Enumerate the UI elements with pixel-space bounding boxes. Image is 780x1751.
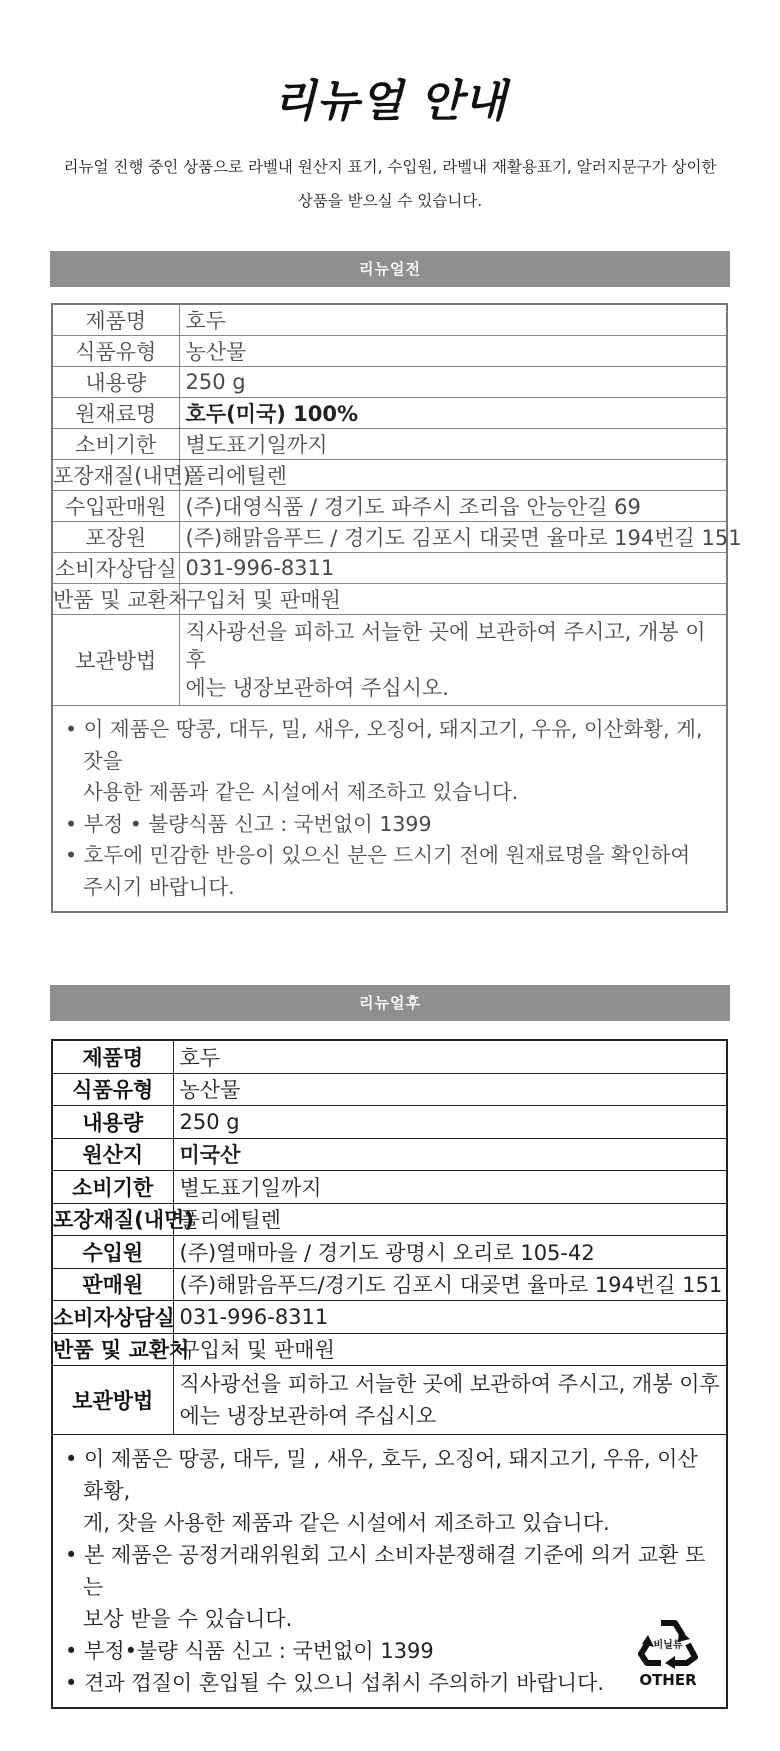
row-value: 미국산 [173, 1138, 727, 1171]
notes-row [52, 706, 727, 913]
table-row [52, 304, 727, 336]
note-item [65, 840, 714, 903]
table-row [52, 1073, 727, 1106]
value-line: 직사광선을 피하고 서늘한 곳에 보관하여 주시고, 개봉 이후 [179, 1372, 720, 1396]
notes-row [52, 1435, 727, 1709]
row-label: 식품유형 [52, 1073, 173, 1106]
table-row [52, 398, 727, 429]
row-value [173, 1366, 727, 1435]
note-item [65, 1539, 714, 1635]
row-label: 제품명 [52, 1040, 173, 1073]
row-label: 소비기한 [52, 1171, 173, 1204]
intro-line: 상품을 받으실 수 있습니다. [297, 192, 483, 210]
note-text: 사용한 제품과 같은 시설에서 제조하고 있습니다. [83, 780, 519, 804]
table-row [52, 1366, 727, 1435]
table-row [52, 1301, 727, 1334]
notes-cell [52, 706, 727, 913]
note-text: 게, 잣을 사용한 제품과 같은 시설에서 제조하고 있습니다. [83, 1511, 610, 1535]
row-value: 호두 [179, 304, 727, 336]
note-text: • 이 제품은 땅콩, 대두, 밀, 새우, 오징어, 돼지고기, 우유, 이산화황, 게, 잣을 [65, 717, 703, 773]
label-table-before [51, 303, 742, 913]
note-text: 주시기 바랍니다. [83, 874, 235, 899]
row-value: 호두(미국) 100% [179, 398, 727, 429]
row-label: 소비자상담실 [52, 553, 179, 584]
table-row [52, 1203, 727, 1236]
row-label: 내용량 [52, 367, 179, 398]
row-value: 호두 [173, 1040, 727, 1073]
row-label: 소비자상담실 [52, 1301, 173, 1334]
table-row [52, 553, 727, 584]
row-value: 구입처 및 판매원 [173, 1333, 727, 1366]
table-row [52, 1236, 727, 1269]
section-band-before: 리뉴얼전 [50, 251, 730, 287]
row-label: 소비기한 [52, 429, 179, 460]
table-row [52, 522, 727, 553]
table-row [52, 429, 727, 460]
row-value: 폴리에틸렌 [173, 1203, 727, 1236]
row-label: 포장원 [52, 522, 179, 553]
row-label: 수입원 [52, 1236, 173, 1269]
row-label: 포장재질(내면) [52, 1203, 173, 1236]
row-label: 식품유형 [52, 336, 179, 367]
row-label: 반품 및 교환처 [52, 584, 179, 615]
note-item [65, 1667, 714, 1699]
recycle-inner-label: 비닐류 [653, 1640, 683, 1651]
intro-line: 리뉴얼 진행 중인 상품으로 라벨내 원산지 표기, 수입원, 라벨내 재활용표기, 알러지문구가 상이한 [63, 158, 717, 176]
table-row [52, 1040, 727, 1073]
label-table-after [51, 1039, 728, 1709]
page-title: 리뉴얼 안내 [273, 76, 507, 127]
value-line: 직사광선을 피하고 서늘한 곳에 보관하여 주시고, 개봉 이후 [185, 620, 706, 672]
row-value: 031-996-8311 [173, 1301, 727, 1334]
table-row [52, 491, 727, 522]
row-value: 250 g [173, 1106, 727, 1139]
row-value: 폴리에틸렌 [179, 460, 727, 491]
table-row [52, 615, 727, 706]
row-label: 판매원 [52, 1268, 173, 1301]
value-line: 에는 냉장보관하여 주십시오 [179, 1404, 437, 1428]
row-value: 농산물 [173, 1073, 727, 1106]
note-text: 보상 받을 수 있습니다. [83, 1607, 293, 1631]
intro-text [30, 150, 750, 218]
note-text: • 본 제품은 공정거래위원회 고시 소비자분쟁해결 기준에 의거 교환 또는 [65, 1543, 706, 1599]
row-label: 보관방법 [52, 1366, 173, 1435]
row-label: 내용량 [52, 1106, 173, 1139]
table-row [52, 1333, 727, 1366]
row-value: (주)해맑음푸드/경기도 김포시 대곶면 율마로 194번길 151 [173, 1268, 727, 1301]
row-label: 원재료명 [52, 398, 179, 429]
row-value: 구입처 및 판매원 [179, 584, 727, 615]
note-item [65, 809, 714, 841]
row-value: 별도표기일까지 [173, 1171, 727, 1204]
row-value: 031-996-8311 [179, 553, 727, 584]
note-text: • 견과 껍질이 혼입될 수 있으니 섭취시 주의하기 바랍니다. [65, 1671, 605, 1695]
row-value: (주)열매마을 / 경기도 광명시 오리로 105-42 [173, 1236, 727, 1269]
value-line: 에는 냉장보관하여 주십시오. [185, 676, 449, 700]
row-value [179, 615, 727, 706]
row-label: 원산지 [52, 1138, 173, 1171]
row-label: 포장재질(내면) [52, 460, 179, 491]
note-text: • 이 제품은 땅콩, 대두, 밀 , 새우, 호두, 오징어, 돼지고기, 우유, 이산화황, [65, 1447, 698, 1503]
recycle-mark [628, 1617, 708, 1689]
row-value: (주)해맑음푸드 / 경기도 김포시 대곶면 율마로 194번길 151 [179, 522, 727, 553]
table-row [52, 336, 727, 367]
row-label: 수입판매원 [52, 491, 179, 522]
notes-cell [52, 1435, 727, 1709]
note-item [65, 714, 714, 809]
table-row [52, 1171, 727, 1204]
note-text: • 호두에 민감한 반응이 있으신 분은 드시기 전에 원재료명을 확인하여 [65, 843, 691, 867]
row-label: 반품 및 교환처 [52, 1333, 173, 1366]
table-row [52, 1268, 727, 1301]
recycle-icon [637, 1617, 699, 1669]
note-text: • 부정 • 불량식품 신고 : 국번없이 1399 [65, 811, 432, 836]
section-band-after: 리뉴얼후 [50, 985, 730, 1021]
table-row [52, 367, 727, 398]
table-row [52, 1106, 727, 1139]
row-value: 별도표기일까지 [179, 429, 727, 460]
note-item [65, 1443, 714, 1539]
row-label: 제품명 [52, 304, 179, 336]
table-row [52, 1138, 727, 1171]
recycle-label: OTHER [639, 1671, 697, 1689]
note-text: • 부정•불량 식품 신고 : 국번없이 1399 [65, 1639, 434, 1663]
row-label: 보관방법 [52, 615, 179, 706]
row-value: 250 g [179, 367, 727, 398]
row-value: (주)대영식품 / 경기도 파주시 조리읍 안능안길 69 [179, 491, 727, 522]
table-row [52, 460, 727, 491]
note-item [65, 1635, 714, 1667]
table-row [52, 584, 727, 615]
row-value: 농산물 [179, 336, 727, 367]
